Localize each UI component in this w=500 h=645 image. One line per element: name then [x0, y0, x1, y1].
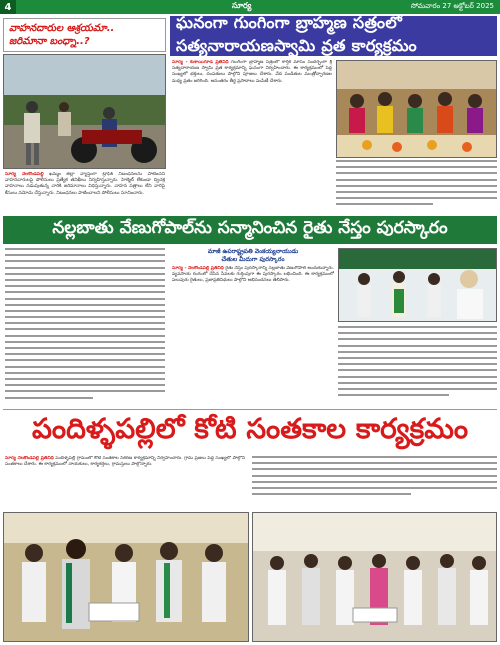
left-story-body: సూర్య నేలకొండపల్లి ఖమ్మం జిల్లా వ్యాప్తంగా ట్రాఫిక్ నిబంధనలను పాటించని వాహనదారులపై పోలీసులు ప్రత్యేక తనిఖీలు నిర్వహిస్తున్నారు. హెల్మెట్ లేకుండా ద్విచక్ర వాహనాలు నడుపుతున్న వారికి జరిమానాలు విధిస్తున్నారు. వాహన పత్రాలు లేని వారిపై కేసులు నమోదు చేస్తున్నారు. నిబంధనలు పాటించాలని పోలీసులు సూచించారు.: [5, 172, 165, 196]
page-number: 4: [0, 0, 16, 14]
traffic-police-photo: [4, 55, 166, 169]
award-ceremony-photo: [339, 249, 497, 322]
issue-date: సోమవారం 27 అక్టోబర్ 2025: [410, 2, 494, 10]
bottom-body-left: సూర్య నేలకొండపల్లి ప్రతినిధి పందిళ్ళపల్లి గ్రామంలో కోటి సంతకాల సేకరణ కార్యక్రమాన్ని నిర్వహించారు. గ్రామ ప్రజలు పెద్ద సంఖ్యలో పాల్గొని సంతకాలు చేశారు. ఈ కార్యక్రమంలో నాయకులు, కార్యకర్తలు, గ్రామస్తులు పాల్గొన్నారు.: [5, 456, 245, 468]
left-story-photo: [3, 54, 166, 169]
middle-center-body: సూర్య - నేలకొండపల్లి ప్రతినిధి రైతు నేస్తం పురస్కారాన్ని నల్లబాతు వేణుగోపాల్ అందుకున్నారు. వ్యవసాయ రంగంలో చేసిన సేవలకు గుర్తింపుగా ఈ పురస్కారం లభించింది. ఈ కార్యక్రమంలో పలువురు రైతులు, ప్రజాప్రతినిధులు పాల్గొని అభినందనలు తెలిపారు.: [172, 266, 334, 284]
bottom-right-photo: [252, 512, 497, 642]
signature-campaign-photo-1: [4, 513, 249, 642]
top-right-photo: [336, 60, 497, 158]
paper-name: సూర్య: [232, 1, 252, 10]
bottom-headline: పందిళ్ళపల్లిలో కోటి సంతకాల కార్యక్రమం: [31, 412, 469, 445]
middle-left-body-a: [5, 248, 165, 406]
top-right-body-2: [336, 160, 497, 212]
signature-campaign-photo-2: [253, 513, 497, 642]
middle-banner: [3, 216, 497, 244]
top-right-headline: ఘనంగా గుంగింగా బ్రాహ్మణ సత్రంలో సత్యనారాయణస్వామి వ్రత కార్యక్రమం: [176, 13, 417, 55]
middle-right-body: [338, 326, 497, 406]
middle-right-photo: [338, 248, 497, 322]
middle-subhead: [172, 248, 334, 264]
middle-subhead-1: మాజీ ఉపరాష్ట్రపతి వెంకయ్యనాయుడు: [207, 248, 299, 255]
masthead: [0, 0, 500, 14]
bottom-banner: [3, 410, 497, 454]
bottom-left-photo: [3, 512, 249, 642]
vratham-ceremony-photo: [337, 61, 497, 158]
top-right-banner: [170, 13, 497, 56]
left-story-headline-2: జరిమానా బంధ్నా..?: [9, 36, 90, 47]
middle-headline: నల్లబాతు వేణుగోపాల్‌ను సన్మానించిన రైతు నేస్తం పురస్కారం: [52, 218, 448, 238]
bottom-body-right: [252, 456, 497, 504]
top-right-body: సూర్య - కుశాయిగూడ ప్రతినిధి గుంగింగా బ్రాహ్మణ సత్రంలో కార్తీక మాసం సందర్భంగా శ్రీ సత్యనారాయణ స్వామి వ్రత కార్యక్రమాన్ని ఘనంగా నిర్వహించారు. ఈ కార్యక్రమంలో పెద్ద సంఖ్యలో భక్తులు, దంపతులు పాల్గొని పూజలు చేశారు. వేద పండితుల మంత్రోచ్ఛారణల మధ్య వ్రతం జరిగింది. అనంతరం తీర్థ ప్రసాదాలు పంపిణీ చేశారు.: [172, 60, 332, 84]
left-story-headline-1: వాహనదారుల ఆశ్రయమా..: [9, 23, 115, 34]
left-story-headline-box: [3, 18, 166, 52]
middle-subhead-2: చేతుల మీదుగా పురస్కారం: [221, 256, 285, 263]
